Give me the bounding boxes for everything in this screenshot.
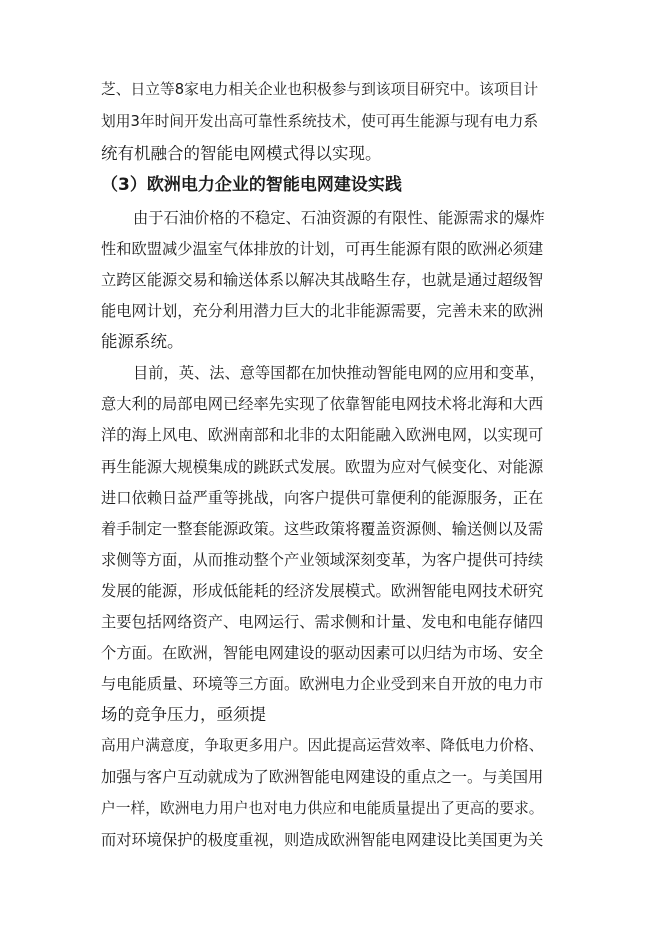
section-heading: （3）欧洲电力企业的智能电网建设实践 — [101, 175, 402, 195]
paragraph-4-line-3: 户一样，欧洲电力用户也对电力供应和电能质量提出了更高的要求。 — [101, 800, 544, 817]
paragraph-2-line-3: 立跨区能源交易和输送体系以解决其战略生存，也就是通过超级智 — [101, 271, 544, 289]
paragraph-3-line-2: 意大利的局部电网已经率先实现了依靠智能电网技术将北海和大西 — [101, 395, 544, 413]
paragraph-4-line-1: 高用户满意度，争取更多用户。因此提高运营效率、降低电力价格、 — [101, 737, 544, 754]
paragraph-3-line-12: 场的竞争压力，亟须提 — [101, 705, 266, 724]
paragraph-3-line-1: 目前，英、法、意等国都在加快推动智能电网的应用和变革， — [133, 364, 545, 382]
paragraph-3-line-3: 洋的海上风电、欧洲南部和北非的太阳能融入欧洲电网，以实现可 — [101, 426, 544, 444]
paragraph-3-line-9: 主要包括网络资产、电网运行、需求侧和计量、发电和电能存储四 — [101, 613, 544, 631]
paragraph-2-line-5: 能源系统。 — [101, 332, 184, 351]
paragraph-3-line-6: 着手制定一整套能源政策。这些政策将覆盖资源侧、输送侧以及需 — [101, 520, 544, 538]
paragraph-2-line-2: 性和欧盟减少温室气体排放的计划，可再生能源有限的欧洲必须建 — [101, 240, 544, 258]
paragraph-3-line-7: 求侧等方面，从而推动整个产业领域深刻变革，为客户提供可持续 — [101, 551, 544, 569]
paragraph-3-line-4: 再生能源大规模集成的跳跃式发展。欧盟为应对气候变化、对能源 — [101, 458, 544, 476]
paragraph-3-line-8: 发展的能源，形成低能耗的经济发展模式。欧洲智能电网技术研究 — [101, 582, 544, 600]
paragraph-1-line-3: 统有机融合的智能电网模式得以实现。 — [101, 144, 382, 163]
paragraph-4-line-2: 加强与客户互动就成为了欧洲智能电网建设的重点之一。与美国用 — [101, 768, 544, 786]
paragraph-3-line-5: 进口依赖日益严重等挑战，向客户提供可靠便利的能源服务，正在 — [101, 489, 544, 507]
paragraph-3-line-10: 个方面。在欧洲，智能电网建设的驱动因素可以归结为市场、安全 — [101, 644, 544, 662]
paragraph-2-line-1: 由于石油价格的不稳定、石油资源的有限性、能源需求的爆炸 — [133, 209, 545, 227]
paragraph-1-line-2: 划用3年时间开发出高可靠性系统技术，使可再生能源与现有电力系 — [101, 113, 539, 130]
paragraph-4-line-4: 而对环境保护的极度重视，则造成欧洲智能电网建设比美国更为关 — [101, 831, 544, 849]
paragraph-3-line-11: 与电能质量、环境等三方面。欧洲电力企业受到来自开放的电力市 — [101, 675, 544, 693]
paragraph-2-line-4: 能电网计划，充分利用潜力巨大的北非能源需要，完善未来的欧洲 — [101, 302, 544, 320]
paragraph-1-line-1: 芝、日立等8家电力相关企业也积极参与到该项目研究中。该项目计 — [101, 81, 539, 98]
